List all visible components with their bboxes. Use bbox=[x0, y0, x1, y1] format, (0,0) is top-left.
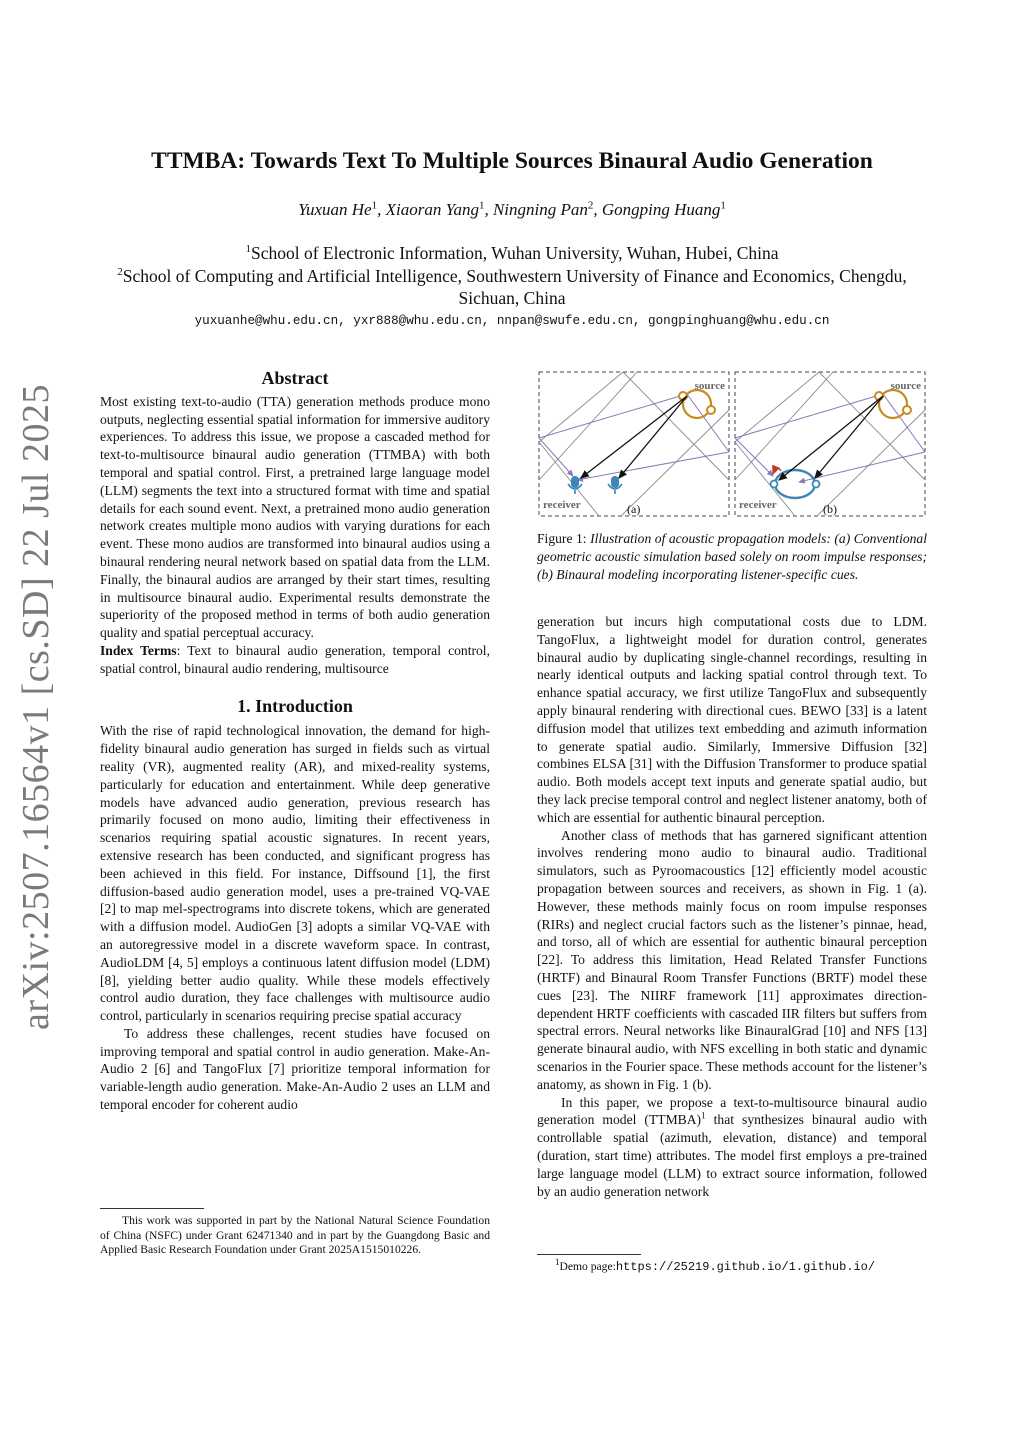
author-name: Ningning Pan bbox=[492, 200, 588, 219]
right-paragraph-3-end: that synthesizes binaural audio with controllable spatial (azimuth, elevation, distance) and temporal (duration, start time) attributes. The model first employs a pre-trained large language model (LLM) to extract source information, followed by an audio generation network bbox=[537, 1112, 928, 1199]
right-paragraph-3-start: In this paper, we propose a text-to-multisource binaural audio generation model (TTMBA) bbox=[537, 1094, 927, 1128]
figure-caption-label: Figure 1: bbox=[537, 531, 587, 546]
affiliation-mark: 2 bbox=[117, 266, 123, 279]
funding-footnote: This work was supported in part by the National Natural Science Foundation of China (NSFC) under Grant 62471340 and in part by the Guangdong Basic and Applied Basic Research Foundation under Grant 2025A1515010226. bbox=[100, 1214, 490, 1257]
panel-a-receiver-label: receiver bbox=[543, 499, 581, 511]
affiliation-1 bbox=[110, 242, 914, 264]
author-affil-mark: 2 bbox=[587, 199, 594, 212]
panel-a-receiver-icon-1 bbox=[568, 476, 582, 494]
panel-b-listener-head-icon bbox=[771, 468, 820, 498]
panel-a-direct-paths bbox=[581, 396, 687, 478]
right-paragraph-1: generation but incurs high computational costs due to LDM. TangoFlux, a lightweight model for duration control, generates binaural audio by duplicating single-channel recordings, resulting in nearly identical outputs and lacking spatial control through text. To enhance spatial accuracy, we first utilize TangoFlux and subsequently apply binaural rendering with directional cues. BEWO [33] is a latent diffusion model that utilizes text embedding and azimuth information to generate spatial audio. Similarly, Immersive Diffusion [32] combines ELSA [31] with the Diffusion Transformer to produce spatial audio. Both models accept text inputs and generate spatial audio, but they lack precise temporal control and neglect listener anatomy, both of which are essential for authentic binaural perception. bbox=[537, 614, 927, 825]
author-affil-mark: 1 bbox=[720, 199, 726, 212]
figure-1 bbox=[537, 370, 927, 520]
panel-a-receiver-icon-2 bbox=[608, 476, 622, 494]
panel-b bbox=[735, 372, 925, 516]
paper-title: TTMBA: Towards Text To Multiple Sources Binaural Audio Generation bbox=[151, 148, 873, 174]
right-footnote-rule bbox=[537, 1254, 641, 1255]
panel-a-source-icon bbox=[679, 390, 715, 418]
footnote-rule bbox=[100, 1208, 204, 1209]
index-terms-text: : Text to binaural audio generation, temporal control, spatial control, binaural audio rendering, multisource bbox=[100, 642, 490, 676]
affiliation-mark: 1 bbox=[245, 243, 251, 256]
figure-caption-text: Illustration of acoustic propagation models: (a) Conventional geometric acoustic simulation based solely on room impulse responses; (b) Binaural modeling incorporating listener-specific cues. bbox=[537, 531, 928, 582]
affiliation-2 bbox=[110, 265, 914, 309]
panel-b-source-icon bbox=[875, 390, 911, 418]
panel-a-source-label: source bbox=[694, 380, 725, 392]
author-list: Yuxuan He$^1$, Xiaoran Yang$^1$, Ningning Pan$^2$, Gongping Huang$^1$ bbox=[298, 199, 726, 219]
author-name: Xiaoran Yang bbox=[385, 200, 479, 219]
author-affil-mark: 1 bbox=[478, 199, 485, 212]
demo-page-link[interactable]: https://25219.github.io/1.github.io/ bbox=[615, 1260, 876, 1274]
demo-footnote-label: Demo page: bbox=[559, 1260, 616, 1273]
affiliation-text: School of Electronic Information, Wuhan University, Wuhan, Hubei, China bbox=[250, 243, 779, 263]
panel-b-direct-paths bbox=[779, 396, 883, 480]
abstract-text: Most existing text-to-audio (TTA) generation methods produce mono outputs, neglecting essential spatial information for immersive auditory experiences. To address this issue, we propose a cascaded method for text-to-multisource binaural audio generation (TTMBA) with both temporal and spatial control. First, a pretrained large language model (LLM) segments the text into a structured format with time and spatial details for each sound event. Next, a pretrained mono audio generation network creates multiple mono audios with varying durations for each event. These mono audios are transformed into binaural audios using a binaural rendering neural network based on spatial data from the LLM. Finally, the binaural audios are arranged by their start times, resulting in multisource binaural audio. Experimental results demonstrate the superiority of the proposed method in terms of both audio generation quality and spatial perceptual accuracy. bbox=[100, 393, 490, 641]
intro-paragraph-1: With the rise of rapid technological innovation, the demand for high-fidelity binaural audio generation has surged in fields such as virtual reality (VR), augmented reality (AR), and mixed-reality systems, particularly for education and entertainment. While deep generative models have advanced audio generation, previous research has primarily focused on mono audio, limiting their effectiveness in scenarios requiring spatial acoustic signatures. In recent years, extensive research has been conducted, and significant progress has been achieved in this field. For instance, Diffsound [1], the first diffusion-based audio generation model, uses a pre-trained VQ-VAE [2] to map mel-spectrograms into discrete tokens, which are generated with a diffusion model. AudioGen [3] adopts a similar VQ-VAE with an autoregressive model in a discrete waveform space. In contrast, AudioLDM [4, 5] employs a continuous latent diffusion model (LDM) [8], yielding better audio quality. While these models effectively control audio duration, they face challenges with multisource audio control, particularly in scenarios requiring precise spatial accuracy bbox=[100, 723, 490, 1024]
introduction-heading: 1. Introduction bbox=[237, 695, 353, 716]
panel-a-tag: (a) bbox=[627, 502, 641, 516]
figure-1-graphic bbox=[537, 370, 927, 520]
panel-b-border bbox=[735, 372, 925, 516]
left-column bbox=[100, 370, 490, 1114]
panel-a bbox=[539, 372, 729, 516]
author-name: Gongping Huang bbox=[601, 200, 721, 219]
panel-a-border bbox=[539, 372, 729, 516]
author-affil-mark: 1 bbox=[371, 199, 378, 212]
arxiv-identifier: arXiv:2507.16564v1 [cs.SD] 22 Jul 2025 bbox=[15, 384, 57, 1030]
panel-b-room-lines bbox=[735, 372, 925, 516]
intro-paragraph-2: To address these challenges, recent studies have focused on improving temporal and spatial control in audio generation. Make-An-Audio 2 [6] and TangoFlux [7] prioritize temporal information for variable-length audio generation. Make-An-Audio 2 uses an LLM and temporal encoder for coherent audio bbox=[100, 1025, 490, 1113]
panel-a-room-lines bbox=[539, 372, 729, 516]
panel-b-source-label: source bbox=[890, 380, 921, 392]
index-terms bbox=[100, 642, 490, 678]
panel-b-receiver-label: receiver bbox=[739, 499, 777, 511]
right-column bbox=[537, 613, 927, 1200]
footnote-mark: 1 bbox=[701, 1110, 706, 1121]
right-paragraph-3 bbox=[537, 1094, 927, 1201]
abstract-heading: Abstract bbox=[261, 368, 329, 388]
demo-footnote-mark: 1 bbox=[555, 1257, 560, 1268]
demo-footnote bbox=[537, 1257, 927, 1275]
index-terms-label: Index Terms bbox=[100, 642, 177, 658]
author-name: Yuxuan He bbox=[298, 200, 372, 219]
panel-b-tag: (b) bbox=[823, 502, 837, 516]
affiliation-text: School of Computing and Artificial Intelligence, Southwestern University of Finance and Economics, Chengdu, Sichuan, China bbox=[122, 266, 907, 308]
right-paragraph-2: Another class of methods that has garnered significant attention involves rendering mono audio to binaural audio. Traditional simulators, such as Pyroomacoustics [12] efficiently model acoustic propagation between sources and receivers, as shown in Fig. 1 (a). However, these methods mainly focus on room impulse responses (RIRs) and neglect crucial factors such as the listener’s pinnae, head, and torso, all of which are essential for authentic binaural perception [22]. To address this limitation, Head Related Transfer Functions (HRTF) and Binaural Room Transfer Functions (BRTF) model these cues [23]. The NIIRF framework [11] approximates direction-dependent HRTF coefficients with cascaded IIR filters but suffers from spectral errors. Neural networks like BinauralGrad [10] and NFS [13] generate binaural audio, with NFS excelling in both static and dynamic scenarios in the Fourier space. These methods account for the listener’s anatomy, as shown in Fig. 1 (b). bbox=[537, 827, 927, 1092]
author-emails: yuxuanhe@whu.edu.cn, yxr888@whu.edu.cn, nnpan@swufe.edu.cn, gongpinghuang@whu.edu.cn bbox=[194, 314, 830, 328]
figure-1-caption bbox=[537, 530, 927, 583]
